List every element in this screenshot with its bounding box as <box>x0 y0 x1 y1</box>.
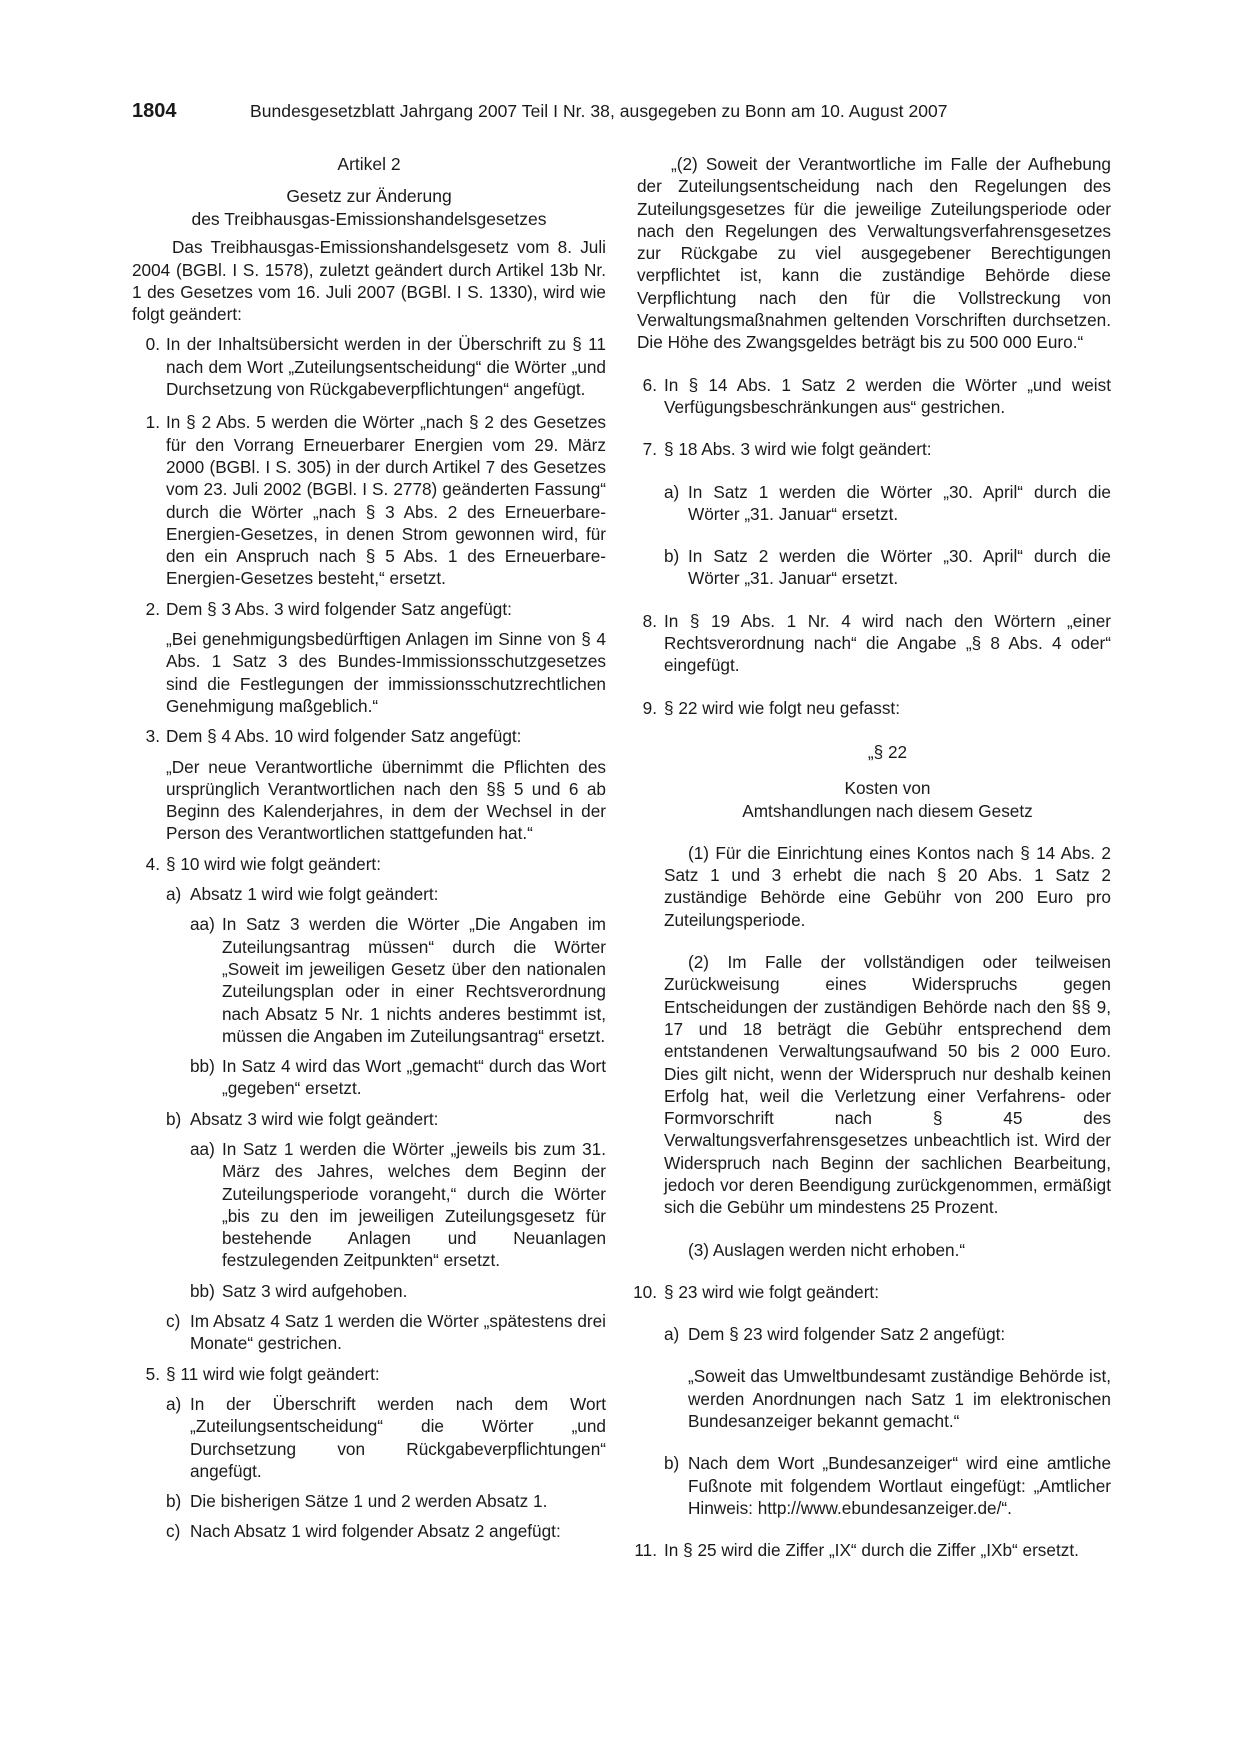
sub-text: In Satz 2 werden die Wörter „30. April“ durch die Wörter „31. Januar“ ersetzt. <box>688 546 1111 589</box>
section-22-para-3: (3) Auslagen werden nicht erhoben.“ <box>688 1239 966 1260</box>
item-6 <box>637 374 1111 419</box>
item-7-b <box>637 545 1111 590</box>
item-3 <box>132 725 606 747</box>
sub-text: Absatz 1 wird wie folgt geändert: <box>190 884 439 905</box>
item-9 <box>637 697 1111 719</box>
item-10-b <box>637 1452 1111 1519</box>
section-22-heading: „§ 22 <box>867 741 908 762</box>
item-text: In der Inhaltsübersicht werden in der Überschrift zu § 11 nach dem Wort „Zuteilungsentscheidung“ die Wörter „und Durchsetzung von Rückgabeverpflichtungen“ angefügt. <box>166 334 606 400</box>
item-7-a <box>637 481 1111 526</box>
item-10 <box>633 1281 1111 1303</box>
item-number: 0. <box>145 334 160 355</box>
item-text: In § 19 Abs. 1 Nr. 4 wird nach den Wörtern „einer Rechtsverordnung nach“ die Angabe „§ 8 Abs. 4 oder“ eingefügt. <box>664 610 1111 676</box>
left-column <box>132 153 606 1543</box>
item-text: § 10 wird wie folgt geändert: <box>166 853 381 874</box>
item-4 <box>132 853 606 875</box>
item-number: 10. <box>633 1281 657 1302</box>
sub-number: c) <box>166 1311 181 1332</box>
item-number: 7. <box>642 439 657 460</box>
item-1 <box>132 411 606 589</box>
subsub-number: bb) <box>190 1056 215 1077</box>
sub-text: In der Überschrift werden nach dem Wort „Zuteilungsentscheidung“ die Wörter „und Durchsetzung von Rückgabeverpflichtungen“ angefügt. <box>190 1393 606 1481</box>
item-text: In § 25 wird die Ziffer „IX“ durch die Ziffer „IXb“ ersetzt. <box>664 1540 1079 1561</box>
item-text: § 18 Abs. 3 wird wie folgt geändert: <box>664 439 932 460</box>
sub-number: c) <box>166 1521 181 1542</box>
sub-number: a) <box>166 884 182 905</box>
item-4-c <box>132 1310 606 1355</box>
item-number: 1. <box>145 412 160 433</box>
law-title-line-1: Gesetz zur Änderung <box>286 186 452 207</box>
item-5-a <box>132 1393 606 1482</box>
sub-number: a) <box>664 481 680 502</box>
item-5 <box>132 1363 606 1385</box>
sub-number: b) <box>664 1453 680 1474</box>
item-10-a <box>637 1323 1111 1345</box>
sub-text: Dem § 23 wird folgender Satz 2 angefügt: <box>688 1324 1006 1345</box>
running-head: Bundesgesetzblatt Jahrgang 2007 Teil I Nr. 38, ausgegeben zu Bonn am 10. August 2007 <box>250 101 948 121</box>
item-4-a-aa <box>132 913 606 1047</box>
item-number: 3. <box>145 726 160 747</box>
item-4-b-aa <box>132 1138 606 1272</box>
item-7 <box>637 438 1111 460</box>
sub-text: In Satz 1 werden die Wörter „30. April“ durch die Wörter „31. Januar“ ersetzt. <box>688 481 1111 524</box>
item-text: In § 14 Abs. 1 Satz 2 werden die Wörter „und weist Verfügungsbeschränkungen aus“ gestrichen. <box>664 374 1111 417</box>
sub-text: Im Absatz 4 Satz 1 werden die Wörter „spätestens drei Monate“ gestrichen. <box>190 1311 606 1354</box>
item-number: 5. <box>145 1363 160 1384</box>
item-4-b-bb <box>132 1280 606 1302</box>
section-22-para-2: (2) Im Falle der vollständigen oder teilweisen Zurückweisung eines Widerspruchs gegen Entscheidungen der zuständigen Behörde nach den §§ 9, 17 und 18 beträgt die Gebühr entsprechend dem entstandenen Verwaltungsaufwand 50 bis 2 000 Euro. Dies gilt nicht, wenn der Widerspruch nur deshalb keinen Erfolg hat, weil die Verletzung einer Verfahrens- oder Formvorschrift nach § 45 des Verwaltungsverfahrensgesetzes unbeachtlich ist. Wird der Widerspruch nach Beginn der sachlichen Bearbeitung, jedoch vor deren Beendigung zurückgenommen, ermäßigt sich die Gebühr um mindestens 25 Prozent. <box>664 952 1111 1218</box>
subsub-text: Satz 3 wird aufgehoben. <box>222 1280 408 1301</box>
item-number: 6. <box>642 374 657 395</box>
section-11-abs2-quote: „(2) Soweit der Verantwortliche im Falle der Aufhebung der Zuteilungsentscheidung nach den Regelungen des Zuteilungsgesetzes für die jeweilige Zuteilungsperiode oder nach den Regelungen des Verwaltungsverfahrensgesetzes zur Rückgabe zu viel ausgegebener Berechtigungen verpflichtet ist, kann die zuständige Behörde diese Verpflichtung nach den für die Vollstreckung von Verwaltungsmaßnahmen geltenden Vorschriften durchsetzen. Die Höhe des Zwangsgeldes beträgt bis zu 500 000 Euro.“ <box>637 154 1111 353</box>
item-5-c <box>132 1520 606 1542</box>
item-number: 2. <box>145 598 160 619</box>
item-10-a-quote: „Soweit das Umweltbundesamt zuständige Behörde ist, werden Anordnungen nach Satz 1 im elektronischen Bundesanzeiger bekannt gemacht.“ <box>688 1366 1111 1432</box>
subsub-text: In Satz 4 wird das Wort „gemacht“ durch das Wort „gegeben“ ersetzt. <box>222 1056 606 1099</box>
item-2 <box>132 598 606 620</box>
sub-text: Die bisherigen Sätze 1 und 2 werden Absatz 1. <box>190 1491 548 1512</box>
section-22-title-line-2: Amtshandlungen nach diesem Gesetz <box>742 800 1033 821</box>
item-2-quote: „Bei genehmigungsbedürftigen Anlagen im Sinne von § 4 Abs. 1 Satz 3 des Bundes-Immissionsschutzgesetzes sind die Festlegungen der immissionsschutzrechtlichen Genehmigung maßgeblich.“ <box>166 629 606 716</box>
sub-number: a) <box>166 1393 182 1414</box>
item-4-a <box>132 883 606 905</box>
item-text: Dem § 4 Abs. 10 wird folgender Satz angefügt: <box>166 726 522 747</box>
subsub-number: aa) <box>190 1138 215 1159</box>
page-number: 1804 <box>132 100 177 122</box>
sub-text: Nach Absatz 1 wird folgender Absatz 2 angefügt: <box>190 1521 561 1542</box>
item-text: In § 2 Abs. 5 werden die Wörter „nach § 2 des Gesetzes für den Vorrang Erneuerbarer Energien vom 29. März 2000 (BGBl. I S. 305) in der durch Artikel 7 des Gesetzes vom 23. Juli 2002 (BGBl. I S. 2778) geänderten Fassung“ durch die Wörter „nach § 3 Abs. 2 des Erneuerbare-Energien-Gesetzes, in denen Strom gewonnen wird, für den ein Anspruch nach § 5 Abs. 1 des Erneuerbare-Energien-Gesetzes besteht,“ ersetzt. <box>166 412 606 589</box>
subsub-text: In Satz 1 werden die Wörter „jeweils bis zum 31. März des Jahres, welches dem Beginn der Zuteilungsperiode vorangeht,“ durch die Wörter „bis zu den im jeweiligen Zuteilungsgesetz für bestehende Anlagen und Neuanlagen festzulegenden Zeitpunkten“ ersetzt. <box>222 1138 606 1271</box>
item-number: 11. <box>634 1540 657 1561</box>
item-4-b <box>132 1108 606 1130</box>
item-5-b <box>132 1490 606 1512</box>
item-text: § 11 wird wie folgt geändert: <box>166 1363 380 1384</box>
item-number: 8. <box>642 610 657 631</box>
law-title-line-2: des Treibhausgas-Emissionshandelsgesetzes <box>191 208 547 229</box>
sub-number: b) <box>166 1108 182 1129</box>
subsub-number: bb) <box>190 1280 215 1301</box>
item-3-quote: „Der neue Verantwortliche übernimmt die Pflichten des ursprünglich Verantwortlichen nach den §§ 5 und 6 ab Beginn des Kalenderjahres, in dem der Wechsel in der Person des Verantwortlichen stattgefunden hat.“ <box>166 756 606 844</box>
item-number: 4. <box>145 853 160 874</box>
sub-text: Absatz 3 wird wie folgt geändert: <box>190 1108 439 1129</box>
item-text: § 22 wird wie folgt neu gefasst: <box>664 697 900 718</box>
item-8 <box>637 610 1111 677</box>
intro-paragraph: Das Treibhausgas-Emissionshandelsgesetz vom 8. Juli 2004 (BGBl. I S. 1578), zuletzt geändert durch Artikel 13b Nr. 1 des Gesetzes vom 16. Juli 2007 (BGBl. I S. 1330), wird wie folgt geändert: <box>132 237 606 325</box>
article-heading: Artikel 2 <box>337 154 401 174</box>
item-text: Dem § 3 Abs. 3 wird folgender Satz angefügt: <box>166 598 512 619</box>
subsub-text: In Satz 3 werden die Wörter „Die Angaben im Zuteilungsantrag müssen“ durch die Wörter „Soweit im jeweiligen Gesetz über den nationalen Zuteilungsplan oder in einer Rechtsverordnung nach Absatz 5 Nr. 1 nichts anderes bestimmt ist, müssen die Angaben im Zuteilungsantrag“ ersetzt. <box>222 914 606 1046</box>
item-11 <box>634 1539 1111 1561</box>
section-22-title-line-1: Kosten von <box>844 778 931 799</box>
section-22-para-1: (1) Für die Einrichtung eines Kontos nach § 14 Abs. 2 Satz 1 und 3 erhebt die nach § 20 Abs. 1 Satz 2 zuständige Behörde eine Gebühr von 200 Euro pro Zuteilungsperiode. <box>664 842 1111 930</box>
item-0 <box>132 333 606 400</box>
sub-number: b) <box>166 1491 182 1512</box>
sub-text: Nach dem Wort „Bundesanzeiger“ wird eine amtliche Fußnote mit folgendem Wortlaut eingefügt: „Amtlicher Hinweis: http://www.ebundesanzeiger.de/“. <box>688 1453 1111 1518</box>
item-number: 9. <box>642 697 657 718</box>
sub-number: a) <box>664 1324 680 1345</box>
subsub-number: aa) <box>190 914 215 935</box>
item-text: § 23 wird wie folgt geändert: <box>664 1281 879 1302</box>
item-4-a-bb <box>132 1055 606 1100</box>
page-header <box>132 100 1112 130</box>
sub-number: b) <box>664 546 680 567</box>
right-column <box>633 153 1111 1562</box>
